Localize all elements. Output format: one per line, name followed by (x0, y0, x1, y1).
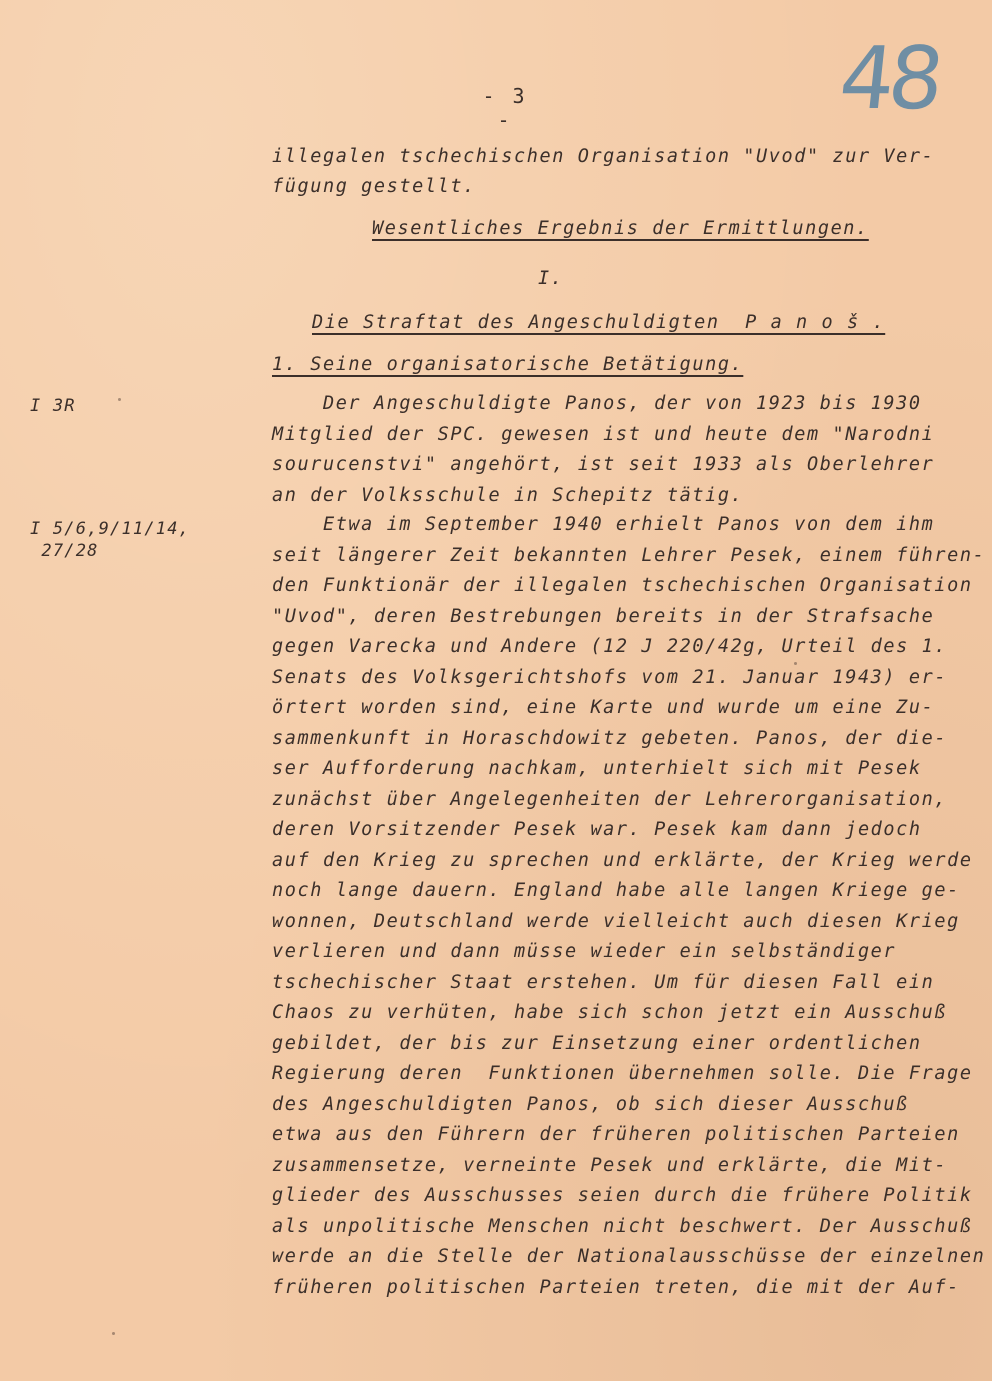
text-line: Chaos zu verhüten, habe sich schon jetzt ein Ausschuß (272, 1002, 948, 1023)
handwritten-folio-number: 48 (834, 29, 943, 129)
text-line: "Uvod", deren Bestrebungen bereits in der Strafsache (272, 605, 935, 627)
text-line: sourucenstvi" angehört, ist seit 1933 als Oberlehrer (272, 454, 935, 475)
text-line: Senats des Volksgerichtshofs vom 21. Januar 1943) er- (272, 666, 948, 688)
text-line: den Funktionär der illegalen tschechischen Organisation (272, 575, 973, 596)
text-line: verlieren und dann müsse wieder ein selbständiger (272, 941, 897, 962)
subsection-title: 1. Seine organisatorische Betätigung. (272, 354, 744, 375)
text-line: tschechischer Staat erstehen. Um für diesen Fall ein (272, 971, 935, 993)
pencil-mark (794, 662, 797, 665)
text-line: Etwa im September 1940 erhielt Panos von dem ihm (272, 514, 935, 535)
text-line: Der Angeschuldigte Panos, der von 1923 bis 1930 (272, 393, 922, 414)
text-line: früheren politischen Parteien treten, die mit der Auf- (272, 1276, 960, 1298)
text-line: deren Vorsitzender Pesek war. Pesek kam dann jedoch (272, 819, 922, 840)
text-line: auf den Krieg zu sprechen und erklärte, der Krieg werde (272, 849, 973, 871)
text-line: wonnen, Deutschland werde vielleicht auch diesen Krieg (272, 910, 960, 932)
text-line: Regierung deren Funktionen übernehmen solle. Die Frage (272, 1063, 973, 1084)
text-line: etwa aus den Führern der früheren politischen Parteien (272, 1124, 960, 1145)
part-numeral: I. (538, 268, 564, 289)
text-line: glieder des Ausschusses seien durch die frühere Politik (272, 1185, 973, 1206)
margin-reference-note: I 3R (30, 396, 76, 416)
text-line: seit längerer Zeit bekannten Lehrer Pesek, einem führen- (272, 544, 986, 566)
text-line: gegen Varecka und Andere (12 J 220/42g, Urteil des 1. (272, 636, 948, 657)
text-line: Mitglied der SPC. gewesen ist und heute dem "Narodni (272, 423, 935, 445)
pencil-mark (112, 1332, 115, 1335)
text-line: des Angeschuldigten Panos, ob sich dieser Ausschuß (272, 1093, 909, 1115)
intro-line: illegalen tschechischen Organisation "Uvod" zur Ver- (272, 146, 935, 167)
text-line: als unpolitische Menschen nicht beschwert. Der Ausschuß (272, 1215, 973, 1237)
text-line: ser Aufforderung nachkam, unterhielt sich mit Pesek (272, 758, 922, 779)
text-line: zunächst über Angelegenheiten der Lehrerorganisation, (272, 788, 948, 810)
part-title: Die Straftat des Angeschuldigten P a n o š . (312, 312, 886, 333)
pencil-mark (118, 398, 121, 401)
text-line: an der Volksschule in Schepitz tätig. (272, 484, 744, 506)
text-line: gebildet, der bis zur Einsetzung einer ordentlichen (272, 1032, 922, 1054)
text-line: werde an die Stelle der Nationalausschüsse der einzelnen (272, 1246, 986, 1267)
text-line: zusammensetze, verneinte Pesek und erklärte, die Mit- (272, 1154, 948, 1176)
section-title: Wesentliches Ergebnis der Ermittlungen. (372, 218, 869, 239)
text-line: sammenkunft in Horaschdowitz gebeten. Panos, der die- (272, 727, 948, 749)
margin-reference-note: I 5/6,9/11/14, 27/28 (30, 519, 191, 561)
page-number: - 3 - (482, 84, 528, 132)
text-line: noch lange dauern. England habe alle langen Kriege ge- (272, 880, 960, 901)
text-line: örtert worden sind, eine Karte und wurde um eine Zu- (272, 697, 935, 718)
intro-line: fügung gestellt. (272, 176, 476, 197)
